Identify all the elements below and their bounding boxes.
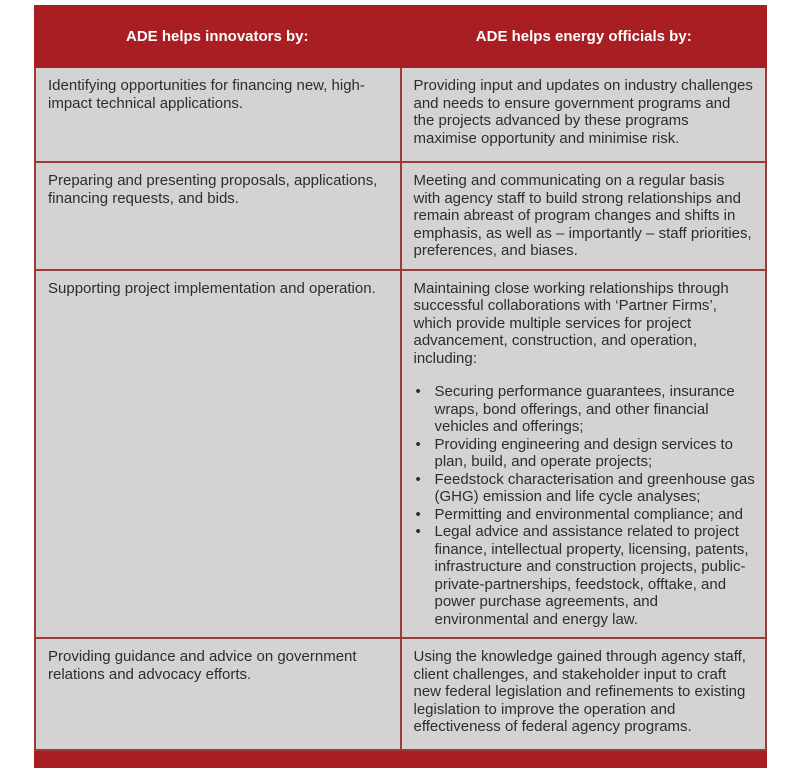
row2-officials-cell: Meeting and communicating on a regular basis with agency staff to build strong relationships and remain abreast of program changes and shifts in emphasis, as well as – importantly – staff priorities, preferences, and biases. <box>402 163 766 269</box>
table-header-row <box>34 5 767 68</box>
header-energy-officials: ADE helps energy officials by: <box>475 28 692 45</box>
row4-officials-cell: Using the knowledge gained through agency staff, client challenges, and stakeholder input to craft new federal legislation and refinements to existing legislation to improve the operation and effectiveness of federal agency programs. <box>402 639 766 749</box>
bullet-item: • Legal advice and assistance related to project finance, intellectual property, licensing, patents, infrastructure and construction projects, public-private-partnerships, feedstock, offtake, and power purchase agreements, and environmental and energy law. <box>414 523 756 628</box>
row4-innovators-cell: Providing guidance and advice on government relations and advocacy efforts. <box>36 639 400 749</box>
row3-innovators-cell: Supporting project implementation and operation. <box>36 271 400 638</box>
partner-firms-bullet-list <box>414 383 756 628</box>
table-footer-bar <box>34 751 767 768</box>
bullet-item: • Feedstock characterisation and greenhouse gas (GHG) emission and life cycle analyses; <box>414 471 756 506</box>
row3-officials-cell <box>402 271 766 638</box>
row2-innovators-cell: Preparing and presenting proposals, applications, financing requests, and bids. <box>36 163 400 269</box>
row1-innovators-cell: Identifying opportunities for financing new, high-impact technical applications. <box>36 68 400 161</box>
bullet-item: • Providing engineering and design services to plan, build, and operate projects; <box>414 436 756 471</box>
header-innovators: ADE helps innovators by: <box>125 28 309 45</box>
ade-help-table <box>34 5 767 768</box>
bullet-item: • Securing performance guarantees, insurance wraps, bond offerings, and other financial vehicles and offerings; <box>414 383 756 436</box>
table-body <box>34 68 767 751</box>
row1-officials-cell: Providing input and updates on industry challenges and needs to ensure government programs and the projects advanced by these programs maximise opportunity and minimise risk. <box>402 68 766 161</box>
row3-officials-intro: Maintaining close working relationships through successful collaborations with ‘Partner Firms’, which provide multiple services for project advancement, construction, and operation, including: <box>413 279 729 367</box>
bullet-item: • Permitting and environmental compliance; and <box>414 506 756 524</box>
